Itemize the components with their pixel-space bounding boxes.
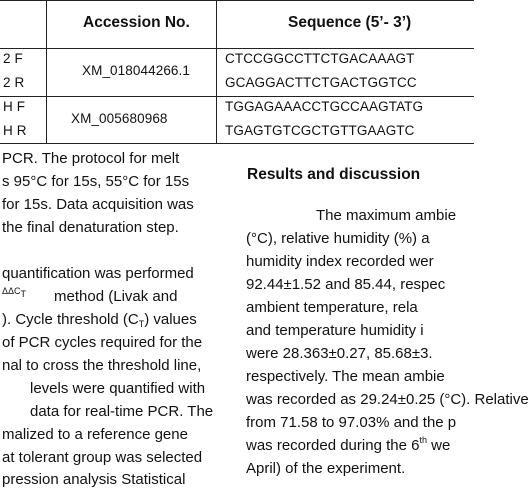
body-line: and temperature humidity i: [246, 322, 424, 339]
body-text: ). Cycle threshold (C: [2, 311, 139, 328]
body-line: April) of the experiment.: [246, 460, 406, 477]
primer-name: 2 F: [3, 51, 23, 66]
body-line: quantification was performed: [2, 265, 194, 282]
body-line: [2, 309, 197, 332]
body-line: (°C), relative humidity (%) a: [246, 230, 430, 247]
accession-number: XM_005680968: [71, 111, 168, 126]
table-top-border: [0, 0, 474, 1]
table-col-divider-1: [46, 0, 47, 143]
primer-sequence: TGAGTGTCGCTGTTGAAGTC: [225, 123, 415, 138]
table-col-divider-2: [216, 0, 217, 143]
primer-name: H F: [3, 99, 26, 114]
table-header-border: [0, 48, 474, 49]
body-line: nal to cross the threshold line,: [2, 357, 202, 374]
body-text: we: [426, 437, 451, 454]
body-line: 92.44±1.52 and 85.44, respec: [246, 276, 446, 293]
body-line: of PCR cycles required for the: [2, 334, 203, 351]
accession-number: XM_018044266.1: [82, 63, 190, 78]
body-text: method (Livak and: [54, 288, 178, 305]
body-line: the final denaturation step.: [2, 219, 179, 236]
primer-sequence: TGGAGAAACCTGCCAAGTATG: [225, 99, 424, 114]
body-line: s 95°C for 15s, 55°C for 15s: [2, 173, 190, 190]
body-line: from 71.58 to 97.03% and the p: [246, 414, 457, 431]
table-bottom-border: [0, 143, 474, 144]
body-text: was recorded during the 6: [246, 437, 420, 454]
body-line: The maximum ambie: [316, 207, 457, 224]
header-accession: Accession No.: [83, 14, 190, 31]
delta-ct-sup: [2, 286, 27, 299]
body-line: humidity index recorded wer: [246, 253, 434, 270]
body-line: respectively. The mean ambie: [246, 368, 445, 385]
body-line: was recorded as 29.24±0.25 (°C). Relative: [246, 391, 529, 408]
body-line: pression analysis Statistical: [2, 471, 186, 488]
primer-sequence: CTCCGGCCTTCTGACAAAGT: [225, 51, 415, 66]
section-heading: Results and discussion: [247, 166, 421, 183]
body-line: ambient temperature, rela: [246, 299, 418, 316]
ordinal-superscript: th: [419, 435, 427, 445]
body-line: PCR. The protocol for melt: [2, 150, 180, 167]
body-line: data for real-time PCR. The: [30, 403, 214, 420]
ct-subscript: T: [138, 319, 145, 329]
primer-sequence: GCAGGACTTCTGACTGGTCC: [225, 75, 417, 90]
body-line: [246, 435, 450, 458]
body-line: malized to a reference gene: [2, 426, 188, 443]
body-line: for 15s. Data acquisition was: [2, 196, 194, 213]
delta-ct-text: ΔΔC: [2, 286, 21, 296]
body-line: were 28.363±0.27, 85.68±3.: [246, 345, 433, 362]
table-group-divider: [0, 96, 474, 97]
header-sequence: Sequence (5’- 3’): [288, 14, 412, 31]
primer-name: H R: [3, 123, 27, 138]
delta-ct-subscript: T: [20, 289, 27, 299]
body-line: at tolerant group was selected: [2, 449, 203, 466]
body-line: levels were quantified with: [30, 380, 206, 397]
body-line: [2, 286, 177, 309]
primer-name: 2 R: [3, 75, 25, 90]
body-text: ) values: [144, 311, 197, 328]
